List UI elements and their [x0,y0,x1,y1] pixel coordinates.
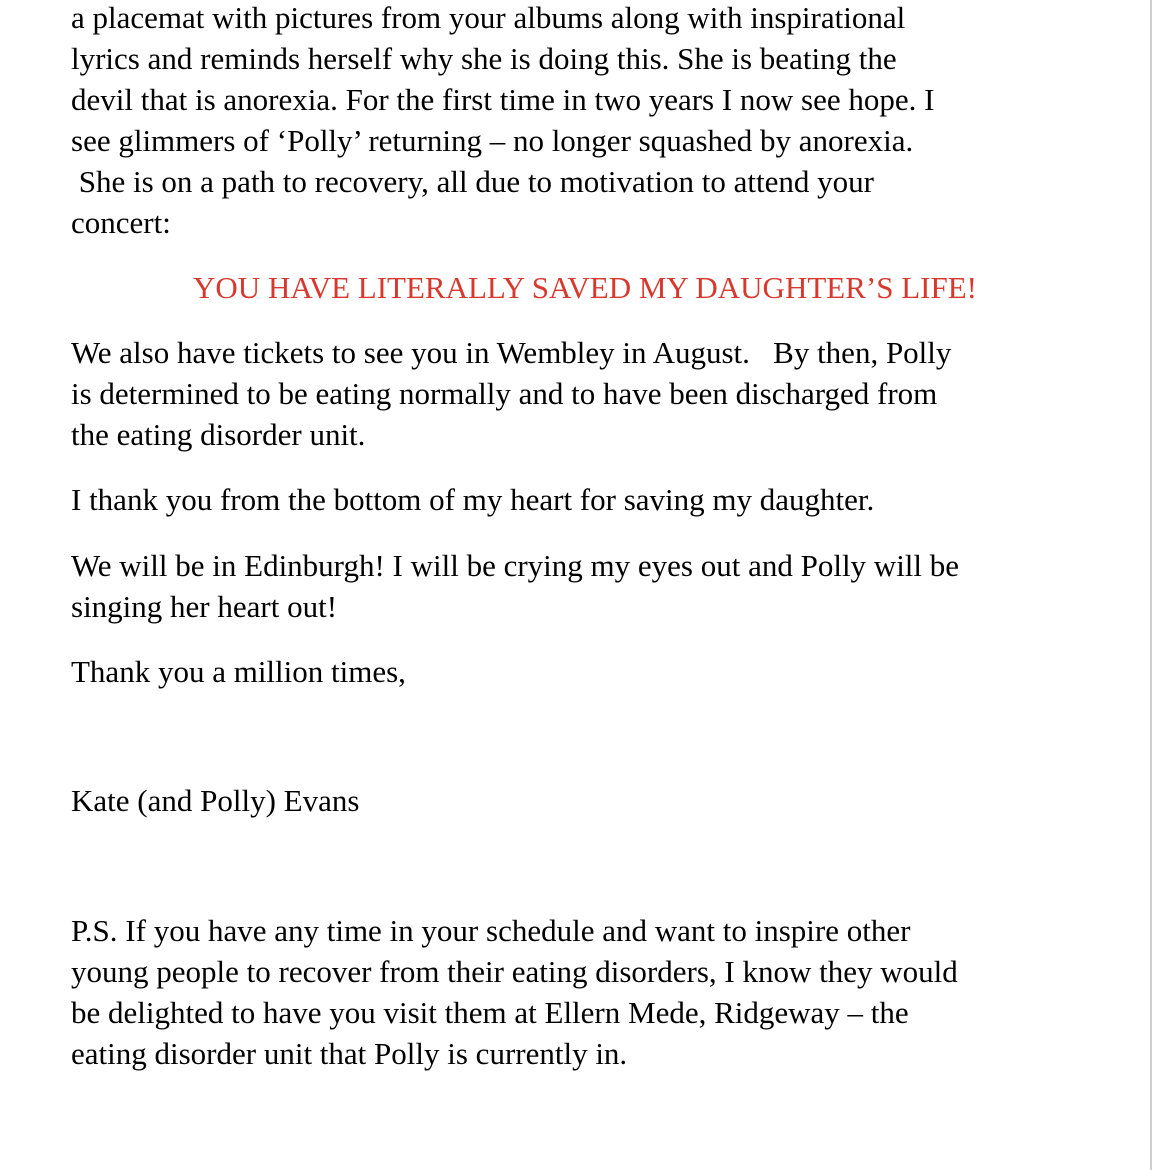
text-line: devil that is anorexia. For the first time in two years I now see hope. I [71,82,935,117]
text-line: see glimmers of ‘Polly’ returning – no longer squashed by anorexia. [71,123,914,158]
text-line: concert: [71,205,171,240]
paragraph-thanks [71,479,1111,520]
signature [71,780,1111,821]
text-line: young people to recover from their eating disorders, I know they would [71,954,958,989]
paragraph-wembley [71,332,1111,455]
headline-text: YOU HAVE LITERALLY SAVED MY DAUGHTER’S LIFE! [193,270,977,305]
closing-line [71,651,1111,692]
text-line: She is on a path to recovery, all due to motivation to attend your [71,164,874,199]
paragraph-opening [71,0,1111,243]
text-line: We also have tickets to see you in Wembley in August. By then, Polly [71,335,952,370]
signature-text: Kate (and Polly) Evans [71,783,360,818]
closing-text: Thank you a million times, [71,654,406,689]
text-line: lyrics and reminds herself why she is doing this. She is beating the [71,41,897,76]
text-line: We will be in Edinburgh! I will be crying my eyes out and Polly will be [71,548,960,583]
paragraph-postscript [71,910,1111,1074]
page-edge-divider [1150,0,1170,1170]
paragraph-edinburgh [71,545,1111,627]
text-line: I thank you from the bottom of my heart for saving my daughter. [71,482,875,517]
text-line: a placemat with pictures from your albums along with inspirational [71,0,906,35]
text-line: be delighted to have you visit them at Ellern Mede, Ridgeway – the [71,995,909,1030]
headline-saved-life [0,267,1170,308]
text-line: singing her heart out! [71,589,338,624]
text-line: eating disorder unit that Polly is currently in. [71,1036,628,1071]
text-line: the eating disorder unit. [71,417,366,452]
text-line: is determined to be eating normally and to have been discharged from [71,376,938,411]
text-line: P.S. If you have any time in your schedule and want to inspire other [71,913,911,948]
